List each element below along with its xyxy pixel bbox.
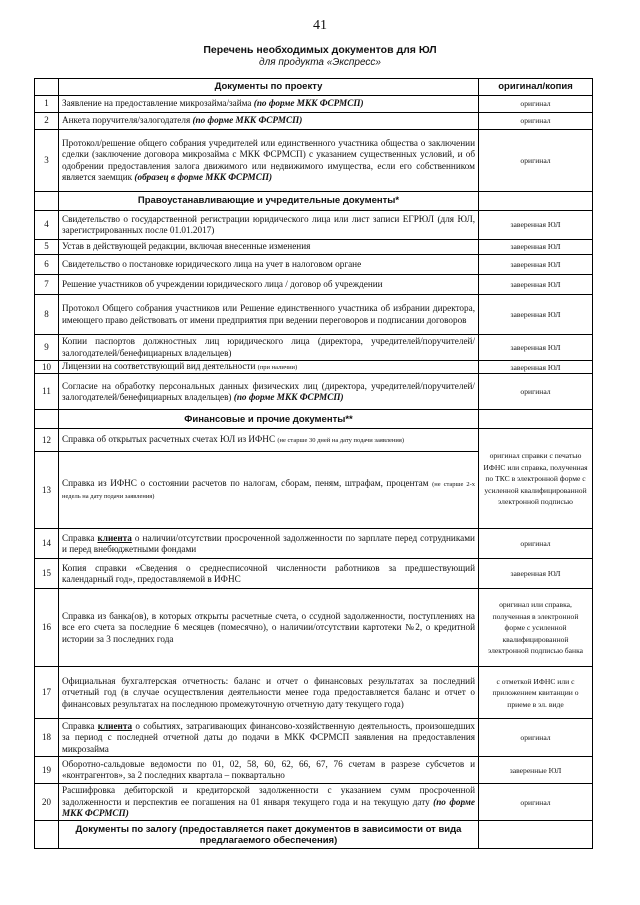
row-text: Копии паспортов должностных лиц юридического лица (директора, учредителей/поручителей/залогодателей/бенефициарных владельцев) <box>59 335 479 361</box>
table-row <box>35 667 593 719</box>
section-row-legal <box>35 192 593 211</box>
row-num: 17 <box>35 667 59 719</box>
table-row <box>35 719 593 757</box>
section-row-collateral <box>35 821 593 849</box>
page-number: 41 <box>313 18 327 33</box>
row-num: 8 <box>35 295 59 335</box>
row-status: заверенная ЮЛ <box>479 559 593 589</box>
row-status: оригинал <box>479 719 593 757</box>
row-text: Протокол/решение общего собрания учредителей или единственного участника общества о заключении сделки (заключение договора микрозайма с МКК ФСРМСП) с указанием существенных условий, и об одобрении предоставления залога движимого или недвижимого имущества, если его собственником является заемщик (образец в форме МКК ФСРМСП) <box>59 130 479 192</box>
table-row <box>35 335 593 361</box>
row-text: Свидетельство о государственной регистрации юридического лица или лист записи ЕГРЮЛ (для ЮЛ, зарегистрированных после 01.01.2017) <box>59 211 479 240</box>
row-text: Копия справки «Сведения о среднесписочной численности работников за предшествующий календарный год», предоставляемой в ИФНС <box>59 559 479 589</box>
row-num: 19 <box>35 757 59 784</box>
row-status: оригинал <box>479 784 593 821</box>
row-num: 12 <box>35 429 59 452</box>
section-title: Правоустанавливающие и учредительные документы* <box>59 192 479 211</box>
row-status: оригинал <box>479 113 593 130</box>
row-status: заверенная ЮЛ <box>479 275 593 295</box>
table-row <box>35 784 593 821</box>
form-note: (по форме МКК ФСРМСП) <box>233 391 344 402</box>
table-row <box>35 240 593 255</box>
row-note: (при наличии) <box>257 364 298 371</box>
row-text: Справка клиента о событиях, затрагивающих финансово-хозяйственную деятельность, произошедших за период с последней отчетной даты до подачи в МКК ФСРМСП заявления на предоставления микрозайма <box>59 719 479 757</box>
row-status: с отметкой ИФНС или с приложением квитанции о приеме в эл. виде <box>479 667 593 719</box>
row-text: Анкета поручителя/залогодателя (по форме МКК ФСРМСП) <box>59 113 479 130</box>
row-text: Справка из банка(ов), в которых открыты расчетные счета, о ссудной задолженности, поступлениях на все его счета за последние 6 месяцев (помесячно), о наличии/отсутствии картотеки №2, о кредитной истории за 3 последних года <box>59 589 479 667</box>
table-row <box>35 96 593 113</box>
row-text: Официальная бухгалтерская отчетность: баланс и отчет о финансовых результатах за последний отчетный год (в случае осуществления деятельности менее года предоставляется баланс и отчет о финансовых результатах на последнюю промежуточную отчетную дату текущего года) <box>59 667 479 719</box>
row-status: оригинал <box>479 374 593 410</box>
row-num: 7 <box>35 275 59 295</box>
row-status: заверенная ЮЛ <box>479 335 593 361</box>
row-num: 18 <box>35 719 59 757</box>
table-row <box>35 589 593 667</box>
row-num: 20 <box>35 784 59 821</box>
header-documents: Документы по проекту <box>59 79 479 96</box>
table-row <box>35 559 593 589</box>
form-note: (образец в форме МКК ФСРМСП) <box>134 171 273 182</box>
row-num: 9 <box>35 335 59 361</box>
row-status: заверенная ЮЛ <box>479 255 593 275</box>
row-num: 11 <box>35 374 59 410</box>
table-row <box>35 255 593 275</box>
table-row <box>35 757 593 784</box>
row-status: заверенная ЮЛ <box>479 240 593 255</box>
row-num: 15 <box>35 559 59 589</box>
row-text: Лицензии на соответствующий вид деятельности (при наличии) <box>59 361 479 374</box>
row-status: заверенная ЮЛ <box>479 295 593 335</box>
header-status: оригинал/копия <box>479 79 593 96</box>
form-note: (по форме МКК ФСРМСП) <box>253 98 364 109</box>
row-num: 2 <box>35 113 59 130</box>
row-num: 14 <box>35 529 59 559</box>
row-num: 1 <box>35 96 59 113</box>
row-note: (не старше 30 дней на дату подачи заявления) <box>277 437 405 445</box>
row-num: 3 <box>35 130 59 192</box>
form-note: (по форме МКК ФСРМСП) <box>62 796 476 819</box>
row-text: Справка клиента о наличии/отсутствии просроченной задолженности по зарплате перед сотрудниками и перед внебюджетными фондами <box>59 529 479 559</box>
row-num: 6 <box>35 255 59 275</box>
row-status: заверенная ЮЛ <box>479 361 593 374</box>
header-num <box>35 79 59 96</box>
table-row <box>35 529 593 559</box>
row-text: Протокол Общего собрания участников или Решение единственного участника об избрании директора, имеющего право действовать от имени предприятия при ведении переговоров и подписании договоров <box>59 295 479 335</box>
row-status: оригинал или справка, полученная в электронной форме с усиленной квалифицированной электронной подписью банка <box>479 589 593 667</box>
row-status: заверенные ЮЛ <box>479 757 593 784</box>
row-num: 10 <box>35 361 59 374</box>
row-text: Заявление на предоставление микрозайма/займа (по форме МКК ФСРМСП) <box>59 96 479 113</box>
row-num: 5 <box>35 240 59 255</box>
section-title: Финансовые и прочие документы** <box>59 410 479 429</box>
table-row <box>35 361 593 374</box>
table-row <box>35 113 593 130</box>
row-status: оригинал <box>479 529 593 559</box>
table-row <box>35 429 593 452</box>
table-row <box>35 211 593 240</box>
form-note: (по форме МКК ФСРМСП) <box>192 115 303 126</box>
row-num: 13 <box>35 452 59 529</box>
row-text: Свидетельство о постановке юридического лица на учет в налоговом органе <box>59 255 479 275</box>
document-title: Перечень необходимых документов для ЮЛ <box>203 44 437 56</box>
row-text: Расшифровка дебиторской и кредиторской задолженности с указанием сумм просроченной задолженности и перспектив ее погашения на 01 января текущего года и на текущую дату (по форме МКК ФСРМСП) <box>59 784 479 821</box>
row-text: Решение участников об учреждении юридического лица / договор об учреждении <box>59 275 479 295</box>
table-row <box>35 130 593 192</box>
table-row <box>35 275 593 295</box>
row-status-ifns: оригинал справки с печатью ИФНС или справка, полученная по ТКС в электронной форме с усиленной квалифицированной электронной подписью <box>479 429 593 529</box>
section-title: Документы по залогу (предоставляется пакет документов в зависимости от вида предлагаемого обеспечения) <box>59 821 479 849</box>
row-text: Справка из ИФНС о состоянии расчетов по налогам, сборам, пеням, штрафам, процентам (не старше 2-х недель на дату подачи заявления) <box>59 452 479 529</box>
row-status: оригинал <box>479 96 593 113</box>
document-subtitle: для продукта «Экспресс» <box>259 57 381 68</box>
row-text: Согласие на обработку персональных данных физических лиц (директора, учредителей/поручителей/залогодателей/бенефициарных владельцев) (по форме МКК ФСРМСП) <box>59 374 479 410</box>
row-text: Устав в действующей редакции, включая внесенные изменения <box>59 240 479 255</box>
row-text: Справка об открытых расчетных счетах ЮЛ из ИФНС (не старше 30 дней на дату подачи заявления) <box>59 429 479 452</box>
table-row <box>35 374 593 410</box>
row-num: 16 <box>35 589 59 667</box>
row-num: 4 <box>35 211 59 240</box>
row-note: (не старше 2-х недель на дату подачи заявления) <box>62 481 475 501</box>
row-status: заверенная ЮЛ <box>479 211 593 240</box>
table-header-row <box>35 79 593 96</box>
row-status: оригинал <box>479 130 593 192</box>
table-row <box>35 295 593 335</box>
row-text: Оборотно-сальдовые ведомости по 01, 02, 58, 60, 62, 66, 67, 76 счетам в разрезе субсчетов и «контрагентов», за 2 последних квартала – поквартально <box>59 757 479 784</box>
documents-table <box>34 78 593 849</box>
section-row-financial <box>35 410 593 429</box>
